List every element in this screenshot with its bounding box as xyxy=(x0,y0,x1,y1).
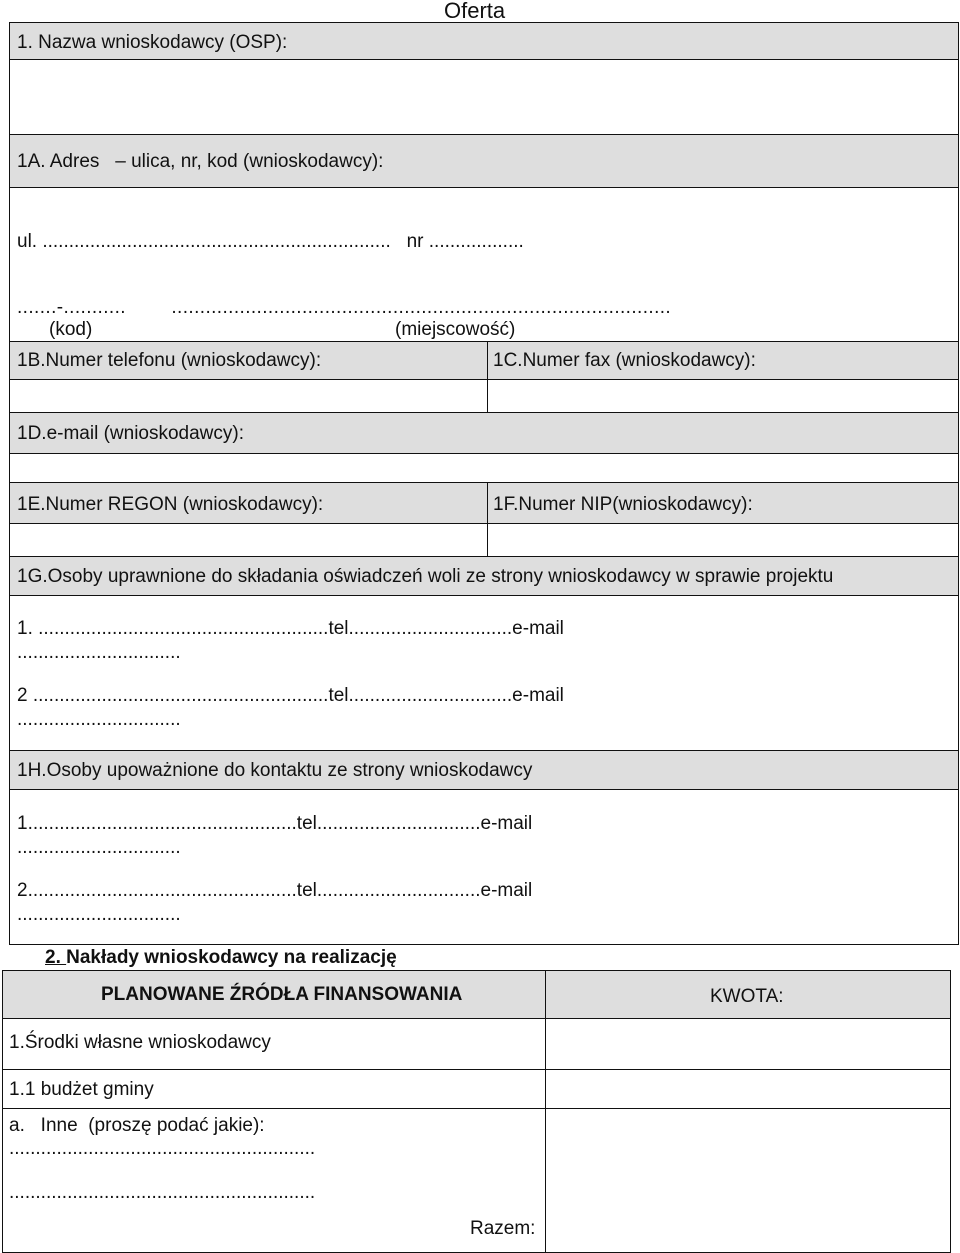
section2-title: Nakłady wnioskodawcy na realizację xyxy=(66,947,397,968)
total-label: Razem: xyxy=(470,1218,536,1239)
postal-city-line[interactable]: .......-........... ........................................................................................ xyxy=(17,297,672,318)
contact-person-line-cont[interactable]: ............................... xyxy=(17,837,181,858)
section2-number: 2. xyxy=(45,947,67,968)
own-funds-label: 1.Środki własne wnioskodawcy xyxy=(9,1032,271,1053)
authorized-person-line-cont[interactable]: ............................... xyxy=(17,709,181,730)
fax-field[interactable] xyxy=(488,380,958,412)
sources-column-header: PLANOWANE ŹRÓDŁA FINANSOWANIA xyxy=(101,984,463,1005)
municipal-budget-amount[interactable] xyxy=(546,1070,950,1108)
nip-label: 1F.Numer NIP(wnioskodawcy): xyxy=(493,494,753,515)
address-label: 1A. Adres – ulica, nr, kod (wnioskodawcy): xyxy=(17,151,384,172)
section2-heading xyxy=(45,948,397,967)
email-label: 1D.e-mail (wnioskodawcy): xyxy=(17,423,245,444)
postal-code-caption: (kod) xyxy=(49,319,93,340)
phone-label: 1B.Numer telefonu (wnioskodawcy): xyxy=(17,350,322,371)
page-title: Oferta xyxy=(444,0,506,23)
contact-person-line-cont[interactable]: ............................... xyxy=(17,904,181,925)
other-sources-line[interactable]: .......................................................... xyxy=(9,1182,316,1203)
own-funds-amount[interactable] xyxy=(546,1019,950,1069)
authorized-persons-label: 1G.Osoby uprawnione do składania oświadczeń woli ze strony wnioskodawcy w sprawie projektu xyxy=(17,566,834,587)
email-field[interactable] xyxy=(10,454,958,482)
authorized-person-line[interactable]: 2 ........................................................tel...............................e-mail xyxy=(17,685,564,706)
street-line[interactable]: ul. .................................................................. nr .................. xyxy=(17,231,524,252)
other-sources-label: a. Inne (proszę podać jakie): xyxy=(9,1115,265,1136)
other-sources-line[interactable]: .......................................................... xyxy=(9,1138,316,1159)
contact-person-line[interactable]: 2...................................................tel...............................e-mail xyxy=(17,880,533,901)
regon-label: 1E.Numer REGON (wnioskodawcy): xyxy=(17,494,324,515)
authorized-person-line-cont[interactable]: ............................... xyxy=(17,642,181,663)
nip-field[interactable] xyxy=(488,524,958,556)
phone-field[interactable] xyxy=(10,380,486,412)
contact-persons-label: 1H.Osoby upoważnione do kontaktu ze strony wnioskodawcy xyxy=(17,760,533,781)
city-caption: (miejscowość) xyxy=(395,319,516,340)
regon-field[interactable] xyxy=(10,524,486,556)
amount-column-header: KWOTA: xyxy=(710,986,784,1007)
name-field[interactable] xyxy=(10,60,958,134)
other-sources-amount[interactable] xyxy=(546,1109,950,1252)
fax-label: 1C.Numer fax (wnioskodawcy): xyxy=(493,350,756,371)
authorized-person-line[interactable]: 1. .......................................................tel...............................e-mail xyxy=(17,618,564,639)
municipal-budget-label: 1.1 budżet gminy xyxy=(9,1079,154,1100)
contact-person-line[interactable]: 1...................................................tel...............................e-mail xyxy=(17,813,533,834)
name-label: 1. Nazwa wnioskodawcy (OSP): xyxy=(17,32,288,53)
